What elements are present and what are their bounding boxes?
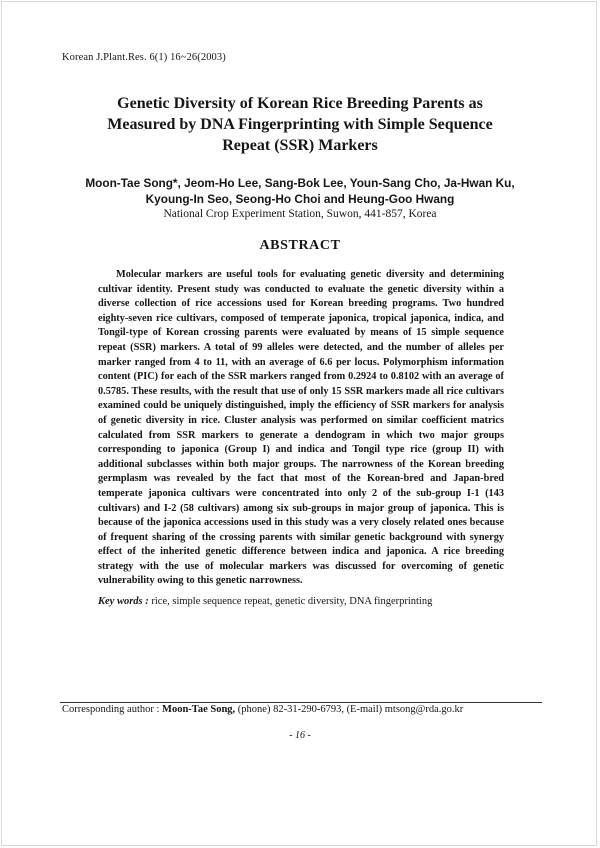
journal-citation: Korean J.Plant.Res. 6(1) 16~26(2003) xyxy=(62,52,226,63)
affiliation: National Crop Experiment Station, Suwon, 441-857, Korea xyxy=(163,208,437,220)
keywords-text: rice, simple sequence repeat, genetic diversity, DNA fingerprinting xyxy=(151,596,433,607)
footnote-contact: (phone) 82-31-290-6793, (E-mail) mtsong@rda.go.kr xyxy=(237,704,464,715)
footnote-author-name: Moon-Tae Song, xyxy=(162,704,236,715)
footnote-label: Corresponding author : xyxy=(62,704,160,715)
abstract-body: Molecular markers are useful tools for evaluating genetic diversity and determining cultivar identity. Present study was conducted to evaluate the genetic diversity within a diverse collection of rice accessions used for Korean breeding programs. Two hundred eighty-seven rice cultivars, composed of temperate japonica, tropical japonica, indica, and Tongil-type of Korean crossing parents were evaluated by means of 15 simple sequence repeat (SSR) markers. A total of 99 alleles were detected, and the number of alleles per marker ranged from 4 to 11, with an average of 6.6 per locus. Polymorphism information content (PIC) for each of the SSR markers ranged from 0.2924 to 0.8102 with an average of 0.5785. These results, with the result that use of only 15 SSR markers made all rice cultivars examined could be uniquely distinguished, imply the efficiency of SSR markers for analysis of genetic diversity in rice. Cluster analysis was performed on similar coefficient matrics calculated from SSR markers to generate a dendogram in which two major groups corresponding to japonica (Group I) and indica and Tongil type rice (group II) with additional subclasses within both major groups. The narrowness of the Korean breeding germplasm was revealed by the fact that most of the Korean-bred and Japan-bred temperate japonica cultivars were concentrated into only 2 of the sub-group I-1 (143 cultivars) and I-2 (58 cultivars) among six sub-groups in major group of japonica. This is because of the japonica accessions used in this study was a very closely related ones because of frequent sharing of the crossing parents with similar genetic background with synergy effect of the inherited genetic difference between indica and japonica. A rice breeding strategy with the use of molecular markers was discussed for overcoming of genetic vulnerability owing to this genetic narrowness. xyxy=(98,269,504,587)
abstract-heading: ABSTRACT xyxy=(259,238,341,253)
page-number: - 16 - xyxy=(289,730,311,741)
author-list: Moon-Tae Song*, Jeom-Ho Lee, Sang-Bok Lee, Youn-Sang Cho, Ja-Hwan Ku, Kyoung-In Seo, Seong-Ho Choi and Heung-Goo Hwang xyxy=(85,176,515,206)
footnote-divider xyxy=(60,702,542,703)
corresponding-author-footnote xyxy=(62,704,463,715)
article-title: Genetic Diversity of Korean Rice Breeding Parents as Measured by DNA Fingerprinting with Simple Sequence Repeat (SSR) Markers xyxy=(107,95,493,154)
keywords-label: Key words : xyxy=(98,596,149,607)
keywords xyxy=(98,596,518,607)
